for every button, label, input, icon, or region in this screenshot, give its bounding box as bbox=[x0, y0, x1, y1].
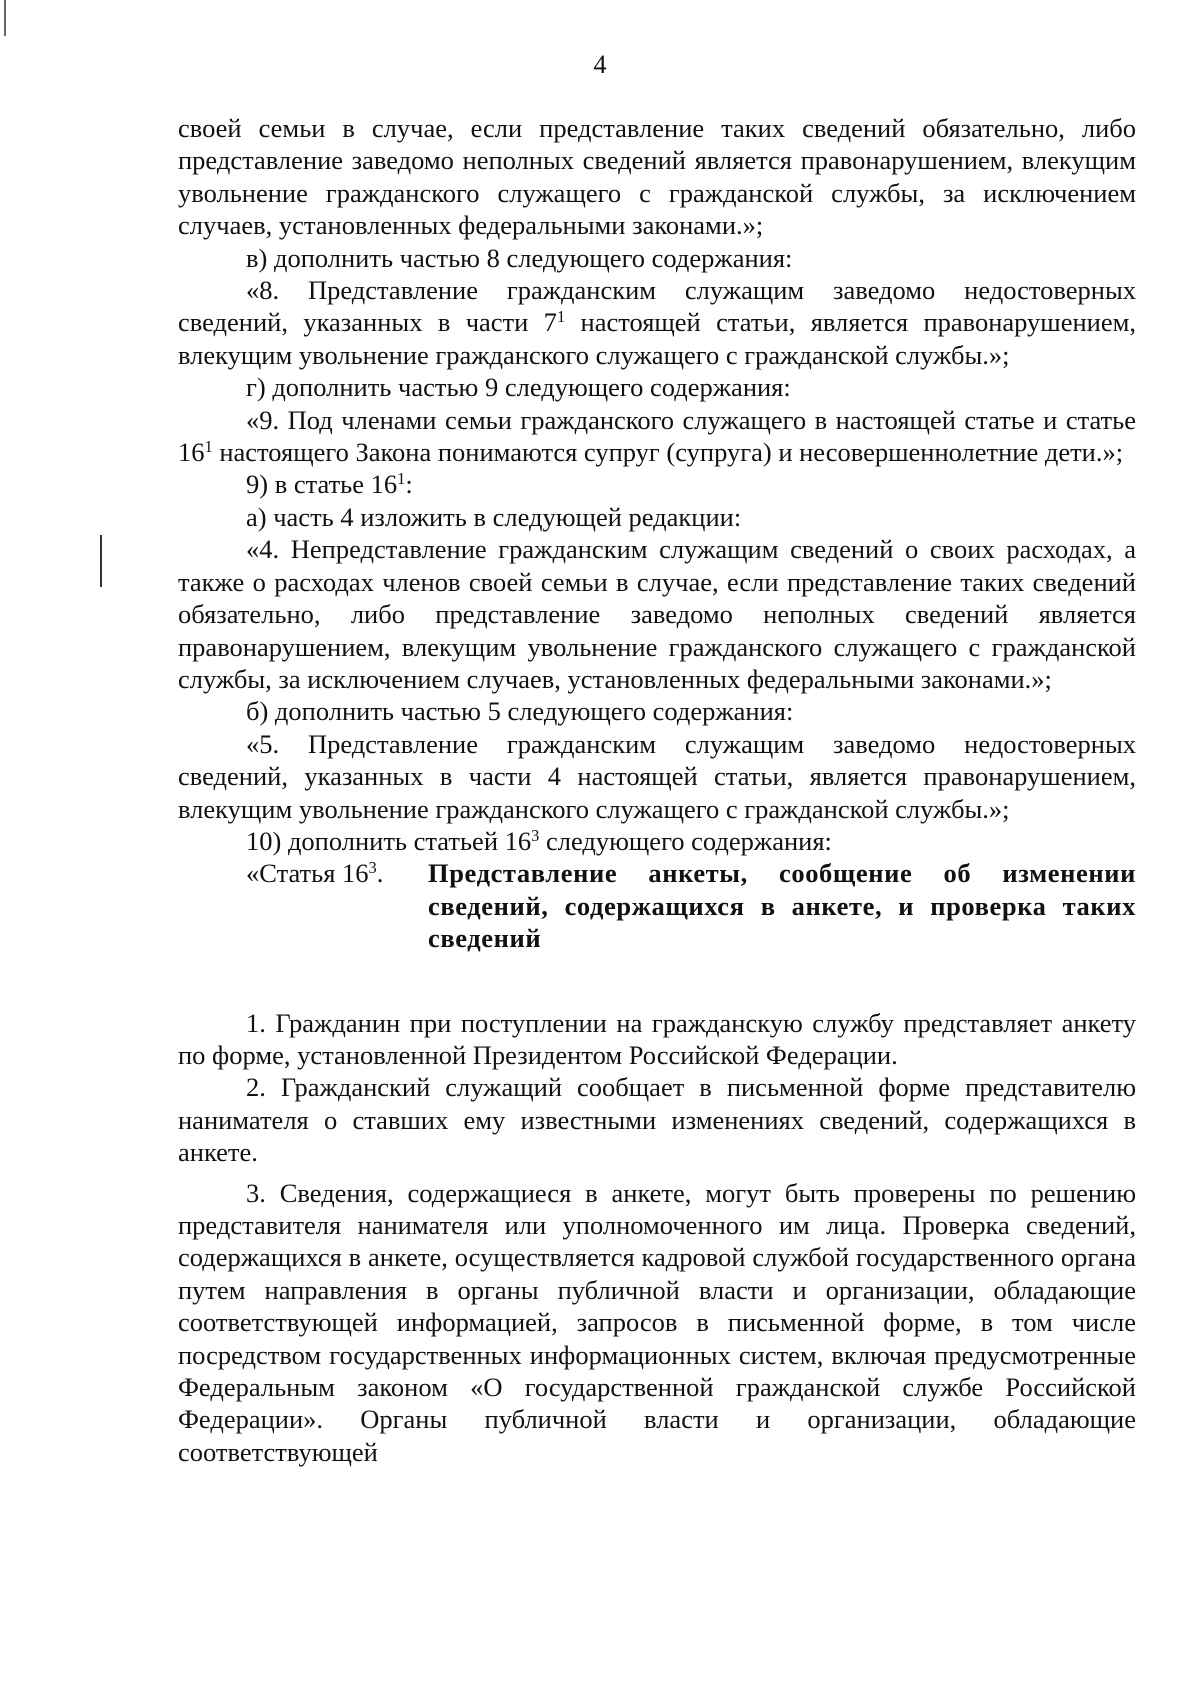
section-paragraph-2: 2. Гражданский служащий сообщает в письменной форме представителю нанимателя о ставших ему известными изменениях сведений, содержащихся в анкете. bbox=[178, 1072, 1136, 1168]
paragraph-part-5: «5. Представление гражданским служащим заведомо недостоверных сведений, указанных в части 4 настоящей статьи, является правонарушением, влекущим увольнение гражданского служащего с гражданской службы.»; bbox=[178, 728, 1136, 824]
paragraph-part-9: «9. Под членами семьи гражданского служащего в настоящей статье и статье $16^1$ настоящего Закона понимаются супруг (супруга) и несовершеннолетние дети.»; bbox=[178, 404, 1136, 468]
section-paragraph-3: 3. Сведения, содержащиеся в анкете, могут быть проверены по решению представителя нанимателя или уполномоченного им лица. Проверка сведений, содержащихся в анкете, осуществляется кадровой службой государственного органа путем направления в органы публичной власти и организации, обладающие соответствующей информацией, запросов в письменной форме, в том числе посредством государственных информационных систем, включая предусмотренные Федеральным законом «О государственной гражданской службе Российской Федерации». Органы публичной власти и организации, обладающие соответствующей bbox=[178, 1177, 1136, 1467]
paragraph-item-g: г) дополнить частью 9 следующего содержания: bbox=[246, 372, 791, 403]
superscript: 1 bbox=[204, 437, 213, 457]
superscript: 3 bbox=[368, 858, 377, 878]
scan-edge-mark bbox=[4, 0, 6, 36]
document-body bbox=[178, 112, 1136, 1468]
paragraph-item-b: б) дополнить частью 5 следующего содержания: bbox=[246, 696, 794, 727]
paragraph-item-10: 10) дополнить статьей $16^3$ следующего содержания: bbox=[246, 825, 832, 856]
superscript: 3 bbox=[531, 825, 540, 845]
page-number: 4 bbox=[593, 50, 607, 79]
section-paragraph-1: 1. Гражданин при поступлении на гражданскую службу представляет анкету по форме, установленной Президентом Российской Федерации. bbox=[178, 1007, 1136, 1070]
paragraph-part-4: «4. Непредставление гражданским служащим сведений о своих расходах, а также о расходах членов своей семьи в случае, если представление таких сведений обязательно, либо представление заведомо неполных сведений является правонарушением, влекущим увольнение гражданского служащего с гражданской службы, за исключением случаев, установленных федеральными законами.»; bbox=[178, 534, 1136, 694]
superscript: 1 bbox=[556, 307, 566, 327]
article-title: Представление анкеты, сообщение об изменении сведений, содержащихся в анкете, и проверка таких сведений bbox=[428, 858, 1136, 954]
margin-mark bbox=[100, 535, 102, 587]
paragraph-item-9: 9) в статье $16^1$: bbox=[246, 469, 413, 500]
superscript: 1 bbox=[397, 469, 406, 489]
paragraph-item-a: а) часть 4 изложить в следующей редакции: bbox=[246, 501, 742, 532]
paragraph-continuation: своей семьи в случае, если представление таких сведений обязательно, либо представление заведомо неполных сведений является правонарушением, влекущим увольнение гражданского служащего с гражданской службы, за исключением случаев, установленных федеральными законами.»; bbox=[178, 113, 1136, 241]
article-number: «Статья $16^3$. bbox=[246, 858, 384, 889]
paragraph-item-v: в) дополнить частью 8 следующего содержания: bbox=[246, 242, 793, 273]
paragraph-part-8: «8. Представление гражданским служащим заведомо недостоверных сведений, указанных в части $7^1$ настоящей статьи, является правонарушением, влекущим увольнение гражданского служащего с гражданской службы.»; bbox=[178, 275, 1136, 370]
article-heading bbox=[178, 857, 1136, 954]
